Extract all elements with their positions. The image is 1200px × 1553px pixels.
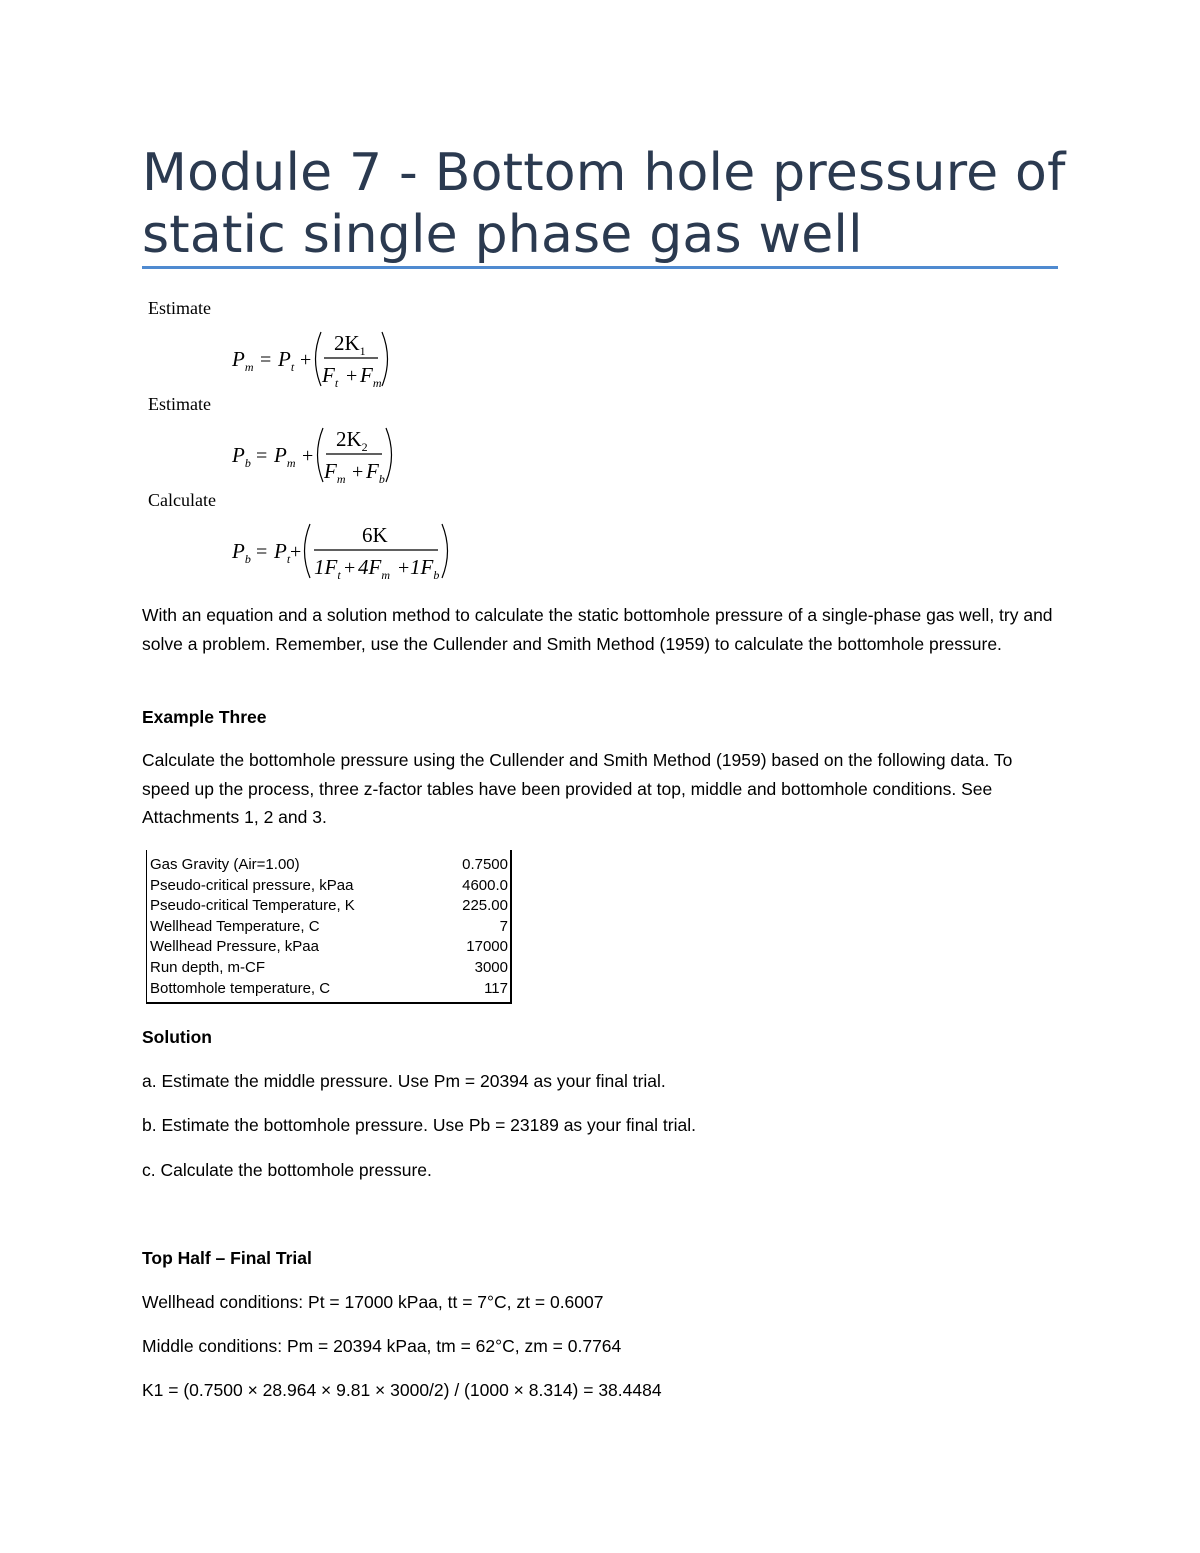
- svg-text:+: +: [344, 557, 356, 579]
- table-row: [146, 896, 510, 917]
- table-label: Wellhead Pressure, kPaa: [150, 938, 319, 956]
- svg-text:=: =: [256, 445, 268, 467]
- table-row: [146, 958, 510, 979]
- table-row: [146, 937, 510, 958]
- middle-conditions: Middle conditions: Pm = 20394 kPaa, tm = 62°C, zm = 0.7764: [142, 1336, 622, 1356]
- equation-1-label: Estimate: [148, 298, 211, 318]
- table-value: 0.7500: [462, 856, 508, 873]
- svg-text:2K2: $2K_2$: [336, 427, 368, 454]
- table-value: 117: [484, 979, 508, 997]
- page-title: Module 7 - Bottom hole pressure of static single phase gas well: [142, 143, 1066, 265]
- svg-text:Fm: $F_m$: [324, 459, 346, 486]
- svg-text:Pb: $P_b$: [232, 539, 251, 566]
- svg-text:+: +: [290, 541, 302, 563]
- svg-text:+: +: [398, 557, 410, 579]
- equation-3-label: Calculate: [148, 490, 216, 510]
- table-value: 7: [499, 917, 508, 935]
- solution-heading: Solution: [142, 1027, 212, 1047]
- table-row: [146, 917, 510, 938]
- table-label: Run depth, m-CF: [150, 958, 266, 976]
- equation-1: [228, 326, 428, 392]
- example-heading: Example Three: [142, 707, 267, 727]
- svg-text:=: =: [260, 349, 272, 371]
- svg-text:Pm: $P_m$: [232, 347, 254, 374]
- svg-text:+: +: [300, 349, 312, 371]
- step-b: b. Estimate the bottomhole pressure. Use Pb = 23189 as your final trial.: [142, 1115, 696, 1135]
- svg-text:+: +: [352, 461, 364, 483]
- svg-text:Pb: $P_b$: [232, 443, 251, 470]
- svg-text:Ft: $F_t$: [322, 363, 339, 390]
- equation-3: [228, 518, 468, 584]
- table-value: 3000: [474, 958, 508, 976]
- equation-2-label: Estimate: [148, 394, 211, 414]
- table-value: 225.00: [462, 897, 508, 915]
- top-half-heading: Top Half – Final Trial: [142, 1248, 312, 1268]
- equation-2: [228, 422, 428, 488]
- step-c: c. Calculate the bottomhole pressure.: [142, 1160, 432, 1180]
- table-label: Bottomhole temperature, C: [150, 979, 331, 997]
- table-value: 4600.0: [462, 876, 508, 894]
- svg-text:Pm: $P_m$: [274, 443, 296, 470]
- k1-formula: K1 = (0.7500 × 28.964 × 9.81 × 3000/2) / (1000 × 8.314) = 38.4484: [142, 1380, 662, 1400]
- wellhead-conditions: Wellhead conditions: Pt = 17000 kPaa, tt = 7°C, zt = 0.6007: [142, 1292, 604, 1312]
- table-label: Gas Gravity (Air=1.00): [150, 856, 300, 873]
- svg-text:Fb: $F_b$: [366, 459, 385, 486]
- table-row: [146, 855, 510, 876]
- svg-text:6K: 6K: [362, 523, 388, 547]
- table-value: 17000: [466, 938, 508, 956]
- intro-paragraph: With an equation and a solution method to calculate the static bottomhole pressure of a single-phase gas well, try and solve a problem. Remember, use the Cullender and Smith Method (1959) to calculate the bottomhole pressure.: [142, 605, 1053, 654]
- table-row: [146, 979, 510, 1000]
- table-label: Pseudo-critical Temperature, K: [150, 897, 355, 915]
- svg-text:Fm: $F_m$: [360, 363, 382, 390]
- table-label: Pseudo-critical pressure, kPaa: [150, 876, 354, 894]
- svg-text:Pt: $P_t$: [278, 347, 295, 374]
- svg-text:Pt: $P_t$: [274, 539, 291, 566]
- svg-text:=: =: [256, 541, 268, 563]
- svg-text:+: +: [302, 445, 314, 467]
- svg-text:4Fm: $4F_m$: [358, 555, 390, 582]
- svg-text:1Fb: $1F_b$: [410, 555, 440, 582]
- svg-text:2K1: $2K_1$: [334, 331, 366, 358]
- data-table: [146, 850, 512, 1004]
- title-underline: [142, 266, 1058, 269]
- svg-text:+: +: [346, 365, 358, 387]
- example-paragraph: Calculate the bottomhole pressure using the Cullender and Smith Method (1959) based on the following data. To speed up the process, three z-factor tables have been provided at top, middle and bottomhole conditions. See Attachments 1, 2 and 3.: [142, 750, 1013, 827]
- table-row: [146, 876, 510, 897]
- table-label: Wellhead Temperature, C: [150, 917, 320, 935]
- svg-text:1Ft: $1F_t$: [314, 555, 341, 582]
- step-a: a. Estimate the middle pressure. Use Pm = 20394 as your final trial.: [142, 1071, 666, 1091]
